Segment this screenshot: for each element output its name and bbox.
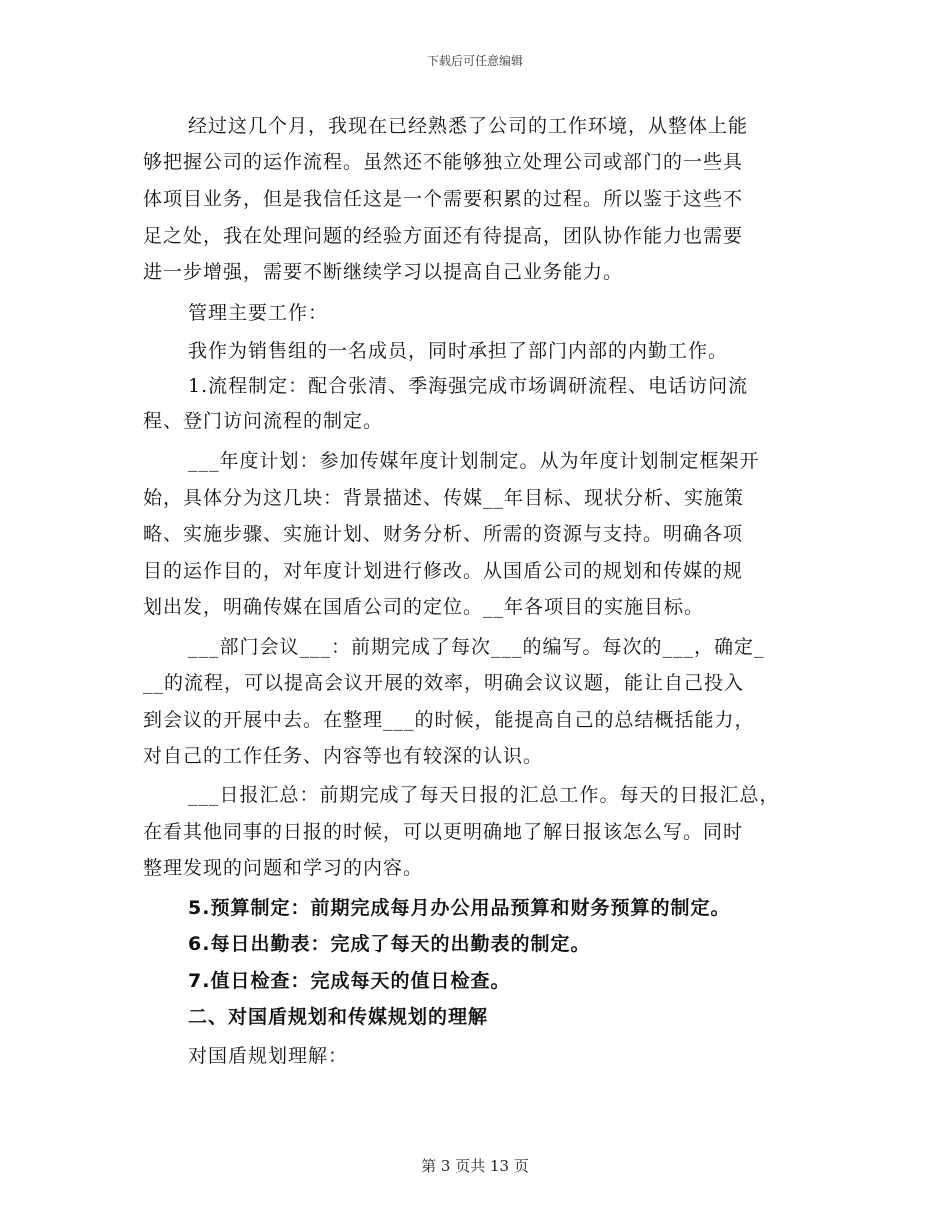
list-item-bold: 5.预算制定：前期完成每月办公用品预算和财务预算的制定。 — [188, 897, 731, 919]
list-item-line: 划出发，明确传媒在国盾公司的定位。__年各项目的实施目标。 — [143, 596, 705, 618]
list-item-line: ___日报汇总：前期完成了每天日报的汇总工作。每天的日报汇总， — [188, 784, 780, 806]
list-item-line: ___部门会议___：前期完成了每次___的编写。每次的___，确定_ — [188, 636, 765, 658]
paragraph-line: 我作为销售组的一名成员，同时承担了部门内部的内勤工作。 — [188, 340, 729, 362]
list-item-line: 1.流程制定：配合张清、季海强完成市场调研流程、电话访问流 — [188, 375, 749, 397]
list-item-bold: 6.每日出勤表：完成了每天的出勤表的制定。 — [188, 933, 591, 955]
list-item-line: 始，具体分为这几块：背景描述、传媒__年目标、现状分析、实施策 — [143, 487, 745, 509]
paragraph-line: 进一步增强，需要不断继续学习以提高自己业务能力。 — [143, 261, 624, 283]
list-item-line: 略、实施步骤、实施计划、财务分析、所需的资源与支持。明确各项 — [143, 523, 744, 545]
paragraph-line: 体项目业务，但是我信任这是一个需要积累的过程。所以鉴于这些不 — [143, 188, 744, 210]
list-item-line: 程、登门访问流程的制定。 — [143, 410, 384, 432]
section-label: 管理主要工作： — [188, 302, 329, 324]
list-item-bold: 7.值日检查：完成每天的值日检查。 — [188, 970, 511, 992]
paragraph-line: 够把握公司的运作流程。虽然还不能够独立处理公司或部门的一些具 — [143, 151, 744, 173]
section-heading: 二、对国盾规划和传媒规划的理解 — [188, 1006, 489, 1028]
subsection-label: 对国盾规划理解： — [188, 1045, 349, 1067]
paragraph-line: 经过这几个月，我现在已经熟悉了公司的工作环境，从整体上能 — [188, 115, 749, 137]
list-item-line: 到会议的开展中去。在整理___的时候，能提高自己的总结概括能力， — [143, 709, 755, 731]
list-item-line: __的流程，可以提高会议开展的效率，明确会议议题，能让自己投入 — [143, 672, 745, 694]
list-item-line: 在看其他同事的日报的时候，可以更明确地了解日报该怎么写。同时 — [143, 821, 744, 843]
list-item-line: 整理发现的问题和学习的内容。 — [143, 857, 424, 879]
list-item-line: ___年度计划：参加传媒年度计划制定。从为年度计划制定框架开 — [188, 450, 760, 472]
paragraph-line: 足之处，我在处理问题的经验方面还有待提高，团队协作能力也需要 — [143, 225, 744, 247]
list-item-line: 对自己的工作任务、内容等也有较深的认识。 — [143, 745, 544, 767]
list-item-line: 目的运作目的，对年度计划进行修改。从国盾公司的规划和传媒的规 — [143, 560, 744, 582]
page-header: 下载后可任意编辑 — [426, 54, 523, 68]
page-number-footer: 第 3 页共 13 页 — [421, 1157, 529, 1175]
